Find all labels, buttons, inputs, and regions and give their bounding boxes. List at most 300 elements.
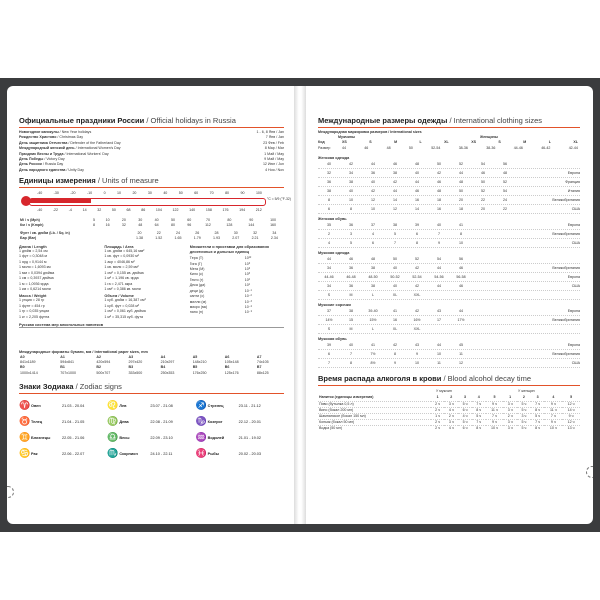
alcohol-col-head: 4 bbox=[477, 395, 480, 400]
celsius-tick: 30 bbox=[147, 191, 152, 196]
clothing-value: 4 bbox=[372, 231, 374, 236]
clothing-value: 22 bbox=[503, 206, 507, 211]
alcohol-men-label: У мужчин bbox=[436, 389, 452, 394]
prefix-item bbox=[190, 310, 284, 315]
area-item: 1 м² = 1,196 кв. ярда bbox=[104, 276, 139, 281]
clothing-value: 43 bbox=[415, 342, 419, 347]
holiday-date: 1 Май / May bbox=[264, 151, 284, 156]
unit-value: 64 bbox=[154, 223, 159, 228]
zodiac-heading bbox=[19, 382, 284, 393]
clothing-value: 39 bbox=[327, 342, 331, 347]
clothing-value: 48 bbox=[415, 161, 419, 166]
size-code: L bbox=[548, 140, 551, 145]
clothing-values bbox=[318, 284, 518, 289]
temp-formula: °C = 5/9 (°F-32) bbox=[267, 197, 291, 202]
alcohol-time: 10 ч bbox=[491, 426, 498, 431]
fahrenheit-tick: 122 bbox=[172, 208, 179, 213]
holiday-name-ru: День народного единства bbox=[19, 167, 66, 172]
prefix-value: 10⁹ bbox=[244, 261, 251, 266]
zodiac-name: Рак bbox=[31, 451, 38, 456]
clothing-category-title: Мужская одежда bbox=[318, 251, 350, 256]
size-number: 48 bbox=[386, 146, 391, 151]
clothing-country: Европа bbox=[567, 170, 580, 175]
clothing-value: 34 bbox=[327, 283, 331, 288]
alcohol-time: 5 ч bbox=[462, 401, 468, 406]
clothing-value: 42 bbox=[437, 170, 441, 175]
alcohol-time: 5 ч bbox=[462, 420, 468, 425]
clothing-value: 52-54 bbox=[412, 274, 422, 279]
clothing-value: 56 bbox=[503, 161, 507, 166]
celsius-scale bbox=[37, 191, 262, 196]
unit-value: 80 bbox=[170, 223, 175, 228]
alcohol-drink: Пиво (бутылка 0,5 л) bbox=[319, 401, 354, 406]
celsius-tick: -10 bbox=[86, 191, 93, 196]
paper-cell: 1000x1414 bbox=[20, 370, 38, 375]
unit-value: 2.21 bbox=[251, 235, 259, 240]
zodiac-icon: ♏ bbox=[107, 448, 119, 459]
paper-cell: B0 bbox=[20, 365, 25, 370]
alcohol-time: 3 ч bbox=[507, 420, 513, 425]
zodiac-dates: 22.09 - 23.10 bbox=[150, 435, 173, 440]
alcohol-time: 11 ч bbox=[491, 407, 498, 412]
zodiac-sign bbox=[107, 448, 195, 460]
clothing-country: Франция bbox=[565, 179, 580, 184]
zodiac-dates: 21.04 - 21.05 bbox=[62, 419, 85, 424]
unit-row bbox=[19, 223, 284, 228]
clothing-value: 50 bbox=[437, 161, 441, 166]
holiday-date: 4 Ноя / Nov bbox=[265, 167, 284, 172]
length-item: 1 миля = 1,6093 км bbox=[19, 265, 51, 270]
clothing-value: 9 bbox=[416, 351, 418, 356]
alcohol-women-label: У женщин bbox=[518, 389, 535, 394]
clothing-value: 48 bbox=[503, 170, 507, 175]
clothing-value: 5 bbox=[394, 231, 396, 236]
clothing-value: 43 bbox=[437, 308, 441, 313]
area-item: 1 га = 2,471 акра bbox=[104, 281, 133, 286]
size-number: 44 bbox=[342, 146, 346, 151]
prefix-name: Мега (М) bbox=[189, 267, 205, 272]
clothing-country: Европа bbox=[567, 308, 580, 313]
unit-value: 128 bbox=[226, 223, 233, 228]
alcohol-time: 9 ч bbox=[568, 414, 574, 419]
zodiac-dates: 21.03 - 20.04 bbox=[62, 403, 85, 408]
zodiac-icon: ♌ bbox=[107, 400, 119, 411]
clothing-value: 16 bbox=[415, 197, 419, 202]
alcohol-header-label: Напиток (единицы измерения) bbox=[319, 395, 374, 400]
paper-cell: 841x1189 bbox=[20, 360, 36, 365]
zodiac-name: Рыбы bbox=[207, 451, 220, 456]
holiday-sep: / bbox=[74, 146, 78, 151]
clothing-row bbox=[318, 205, 580, 214]
paper-cell: B4 bbox=[160, 365, 166, 370]
size-number: 52-54 bbox=[431, 146, 441, 151]
clothing-country: Великобритания bbox=[552, 197, 580, 202]
clothing-row bbox=[318, 196, 580, 205]
alcohol-time: 2 ч bbox=[448, 414, 454, 419]
clothing-country: Великобритания bbox=[552, 351, 580, 356]
celsius-tick: -40 bbox=[37, 191, 43, 196]
alcohol-time: 5 ч bbox=[521, 426, 527, 431]
alcohol-time: 5 ч bbox=[521, 420, 527, 425]
alcohol-time: 2 ч bbox=[435, 401, 441, 406]
zodiac-icon: ♋ bbox=[19, 448, 31, 459]
clothing-value: 36 bbox=[349, 265, 353, 270]
alcohol-col-head: 1 bbox=[436, 395, 439, 400]
zodiac-grid bbox=[19, 400, 284, 460]
alcohol-drink: Шампанское (бокал 150 мл) bbox=[319, 414, 366, 419]
clothing-value: 24 bbox=[503, 197, 507, 202]
clothing-value bbox=[428, 293, 450, 298]
clothing-value: 17 bbox=[437, 317, 441, 322]
unit-value: 1.79 bbox=[193, 235, 201, 240]
holiday-name-ru: Праздник Весны и Труда bbox=[19, 151, 64, 156]
zodiac-name: Скорпион bbox=[119, 451, 138, 456]
prefix-name: Тера (Т) bbox=[189, 256, 204, 261]
clothing-value: 46 bbox=[393, 161, 397, 166]
clothing-value: 42 bbox=[393, 342, 397, 347]
clothing-value: 40 bbox=[371, 179, 375, 184]
clothing-value: 38 bbox=[393, 222, 397, 227]
clothing-value bbox=[450, 293, 472, 298]
clothing-value: 20 bbox=[481, 206, 485, 211]
holiday-name-ru: День Победы bbox=[19, 157, 44, 162]
zodiac-sign bbox=[19, 400, 107, 412]
celsius-tick: 50 bbox=[178, 191, 183, 196]
celsius-tick: 100 bbox=[255, 191, 262, 196]
paper-cell: 176x250 bbox=[192, 370, 207, 375]
clothing-value: 6 bbox=[328, 206, 330, 211]
paper-cell: B6 bbox=[224, 365, 230, 370]
clothing-value: 52 bbox=[481, 188, 485, 193]
clothing-country: Италия bbox=[567, 188, 580, 193]
clothing-country: Великобритания bbox=[552, 265, 580, 270]
area-item: 1 см² = 0,155 кв. дюйма bbox=[104, 270, 144, 275]
alcohol-time: 7 ч bbox=[535, 420, 541, 425]
unit-value: 1.93 bbox=[213, 235, 221, 240]
paper-cell: 500x707 bbox=[96, 370, 111, 375]
clothing-row bbox=[318, 239, 580, 248]
clothing-value: 4 bbox=[328, 240, 330, 245]
holiday-name-ru: Новогодние каникулы bbox=[19, 130, 59, 134]
clothing-value: 10 bbox=[415, 360, 419, 365]
paper-cell: 210x297 bbox=[160, 360, 175, 365]
prefix-name: нано (н) bbox=[189, 310, 204, 315]
prefix-name: Кило (к) bbox=[189, 272, 203, 277]
speed-table bbox=[19, 218, 284, 228]
alcohol-time: 5 ч bbox=[535, 414, 541, 419]
alcohol-time: 7 ч bbox=[492, 414, 497, 419]
clothing-values bbox=[318, 257, 518, 262]
length-heading: Длина / Length bbox=[19, 245, 47, 250]
length-item: 1 дюйм = 2,54 см bbox=[19, 249, 48, 254]
paper-cell: 74x105 bbox=[256, 360, 269, 365]
alcohol-col-head: 3 bbox=[464, 395, 467, 400]
clothing-value: 40 bbox=[349, 188, 353, 193]
clothing-values bbox=[318, 162, 518, 167]
size-code: XL bbox=[573, 140, 578, 145]
zodiac-icon: ♑ bbox=[195, 416, 207, 427]
volume-item: 1 м³ = 35,315 куб. фута bbox=[104, 314, 143, 319]
alcohol-time: 11 ч bbox=[550, 407, 557, 412]
size-code: XL bbox=[444, 140, 449, 145]
clothing-value: 10 bbox=[437, 351, 441, 356]
zodiac-icon: ♈ bbox=[19, 400, 31, 411]
area-item: 1 кв. фут = 0,0930 м² bbox=[104, 254, 139, 259]
clothing-value: 12 bbox=[393, 206, 397, 211]
celsius-tick: 10 bbox=[117, 191, 121, 196]
clothing-value: 52 bbox=[459, 161, 463, 166]
zodiac-title-ru: Знаки Зодиака bbox=[19, 381, 74, 391]
unit-value: 30 bbox=[233, 230, 238, 235]
clothing-country: США bbox=[571, 360, 580, 365]
clothing-value: 9 bbox=[394, 360, 396, 365]
clothing-value: 38 bbox=[327, 188, 331, 193]
zodiac-sign bbox=[19, 416, 107, 428]
book-gutter bbox=[294, 86, 306, 524]
clothing-value: 41 bbox=[371, 342, 375, 347]
clothing-row bbox=[318, 282, 580, 291]
zodiac-icon: ♓ bbox=[195, 448, 207, 459]
clothing-value: 44 bbox=[371, 161, 375, 166]
alcohol-title-en: / Blood alcohol decay time bbox=[443, 374, 532, 384]
clothing-value: 7½ bbox=[370, 351, 376, 356]
unit-value: 160 bbox=[270, 223, 277, 228]
fahrenheit-tick: 176 bbox=[222, 208, 229, 213]
holiday-name-en: Unity Day bbox=[68, 167, 84, 172]
prefix-value: 10³ bbox=[244, 272, 250, 277]
zodiac-sign bbox=[196, 416, 284, 428]
clothing-value: 42 bbox=[415, 283, 419, 288]
clothing-value: 50-52 bbox=[390, 274, 400, 279]
fahrenheit-tick: 104 bbox=[155, 208, 162, 213]
clothing-row bbox=[318, 307, 580, 316]
alcohol-time: 12 ч bbox=[567, 401, 575, 406]
holiday-name-en: International Workers' Day bbox=[66, 151, 109, 156]
holiday-name-en: Defender of the Fatherland Day bbox=[70, 140, 121, 145]
alcohol-time: 9 ч bbox=[550, 401, 556, 406]
clothing-value: 8 bbox=[416, 240, 418, 245]
holiday-row bbox=[19, 168, 284, 173]
alcohol-time: 10 ч bbox=[549, 426, 557, 431]
zodiac-sign bbox=[107, 432, 195, 444]
fahrenheit-tick: 14 bbox=[82, 208, 87, 213]
clothing-value: 46 bbox=[459, 283, 463, 288]
clothing-value: 41 bbox=[393, 308, 397, 313]
zodiac-name: Близнецы bbox=[31, 435, 51, 440]
zodiac-icon: ♒ bbox=[195, 432, 207, 443]
unit-value: 10 bbox=[105, 218, 110, 223]
fahrenheit-tick: 212 bbox=[255, 208, 262, 213]
clothing-value: 48 bbox=[371, 256, 375, 261]
zodiac-icon: ♍ bbox=[107, 416, 119, 427]
alcohol-time: 4 ч bbox=[462, 414, 468, 419]
alcohol-time: 7 ч bbox=[535, 401, 541, 406]
clothing-value: 11 bbox=[459, 351, 463, 356]
celsius-tick: 80 bbox=[225, 191, 230, 196]
unit-value: 112 bbox=[205, 223, 211, 228]
size-code: L bbox=[419, 140, 422, 145]
alcohol-time: 2 ч bbox=[435, 407, 441, 412]
alcohol-time: 8 ч bbox=[535, 407, 541, 412]
alcohol-time: 9 ч bbox=[492, 401, 497, 406]
holiday-name bbox=[19, 168, 84, 173]
clothing-values bbox=[318, 171, 518, 176]
alcohol-time: 5 ч bbox=[521, 407, 527, 412]
alcohol-col-head: 2 bbox=[522, 395, 525, 400]
size-code: XS bbox=[342, 140, 347, 145]
clothing-values bbox=[318, 232, 518, 237]
holiday-name-ru: День защитника Отечества bbox=[19, 140, 68, 145]
unit-value: 24 bbox=[176, 230, 180, 235]
clothing-value: 46-48 bbox=[346, 274, 356, 279]
area-item: 1 кв. дюйм = 645,16 мм² bbox=[104, 249, 145, 254]
zodiac-dates: 23.07 - 21.08 bbox=[150, 403, 173, 408]
clothing-value: 45 bbox=[459, 342, 463, 347]
alcohol-time: 3 ч bbox=[507, 407, 513, 412]
clothing-category-title: Женская одежда bbox=[318, 156, 350, 161]
clothing-value: 38 bbox=[371, 265, 375, 270]
zodiac-icon: ♊ bbox=[19, 432, 31, 443]
clothing-values bbox=[318, 361, 518, 366]
clothing-value: 39 bbox=[415, 222, 419, 227]
clothing-values bbox=[318, 207, 518, 212]
units-title-ru: Единицы измерения bbox=[19, 176, 96, 186]
fahrenheit-tick: -22 bbox=[52, 208, 59, 213]
clothing-value: 54 bbox=[437, 256, 441, 261]
paper-cell: A5 bbox=[192, 354, 198, 359]
area-item: 1 км² = 0,386 кв. мили bbox=[104, 286, 141, 291]
alcohol-rule bbox=[318, 385, 580, 386]
clothing-title-en: / International clothing sizes bbox=[449, 116, 543, 125]
clothing-value: 38 bbox=[349, 308, 353, 313]
clothing-value: 2 bbox=[328, 231, 330, 236]
prefix-value: 10⁻³ bbox=[244, 299, 252, 304]
celsius-tick: -20 bbox=[70, 191, 76, 196]
clothing-value: 44 bbox=[393, 188, 397, 193]
pressure-table bbox=[19, 231, 284, 241]
clothing-value: XL bbox=[392, 292, 398, 297]
clothing-value: 48 bbox=[437, 188, 441, 193]
prefix-name: санти (с) bbox=[189, 294, 205, 299]
paper-cell: 250x353 bbox=[160, 370, 175, 375]
length-item: 1 мм = 0,0394 дюйма bbox=[19, 270, 55, 275]
unit-value: 20 bbox=[137, 230, 142, 235]
clothing-country: Великобритания bbox=[552, 317, 580, 322]
clothing-value: 8 bbox=[328, 197, 330, 202]
paper-cell: B3 bbox=[128, 365, 134, 370]
clothing-row bbox=[318, 291, 580, 300]
alcohol-time: 9 ч bbox=[550, 420, 556, 425]
clothing-value: 36 bbox=[327, 179, 331, 184]
unit-value: 32 bbox=[121, 223, 126, 228]
size-code: XS bbox=[471, 140, 476, 145]
clothing-row bbox=[318, 169, 580, 178]
holidays-title-en: / Official holidays in Russia bbox=[146, 116, 236, 125]
holidays-heading bbox=[19, 116, 284, 127]
zodiac-dates: 23.11 - 21.12 bbox=[238, 403, 261, 408]
size-number: 46-42 bbox=[541, 146, 551, 151]
holiday-date: 1 - 6, 8 Янв / Jan bbox=[256, 130, 284, 134]
size-number: 38-36 bbox=[486, 146, 496, 151]
code-row bbox=[342, 140, 578, 145]
clothing-subtitle: Международная маркировка размеров / International sizes bbox=[318, 130, 422, 134]
alcohol-time: 7 ч bbox=[550, 414, 556, 419]
alcohol-gender-row bbox=[318, 389, 580, 395]
clothing-value: 32 bbox=[327, 170, 331, 175]
clothing-value: 36 bbox=[371, 170, 375, 175]
clothing-value: L bbox=[372, 326, 374, 331]
holiday-sep: / bbox=[41, 162, 45, 167]
alcohol-col-head: 2 bbox=[450, 395, 453, 400]
zodiac-name: Телец bbox=[31, 419, 43, 424]
holiday-name-en: Victory Day bbox=[46, 157, 65, 162]
prefix-name: деци (д) bbox=[189, 288, 204, 293]
code-label: Код bbox=[318, 140, 325, 145]
clothing-row bbox=[318, 221, 580, 230]
alcohol-time: 3 ч bbox=[448, 401, 454, 406]
clothing-value: 46 bbox=[459, 265, 463, 270]
length-item: 1 м = 1,0936 ярда bbox=[19, 281, 49, 286]
thermometer-fill bbox=[29, 199, 91, 203]
paper-cell: 353x500 bbox=[128, 370, 143, 375]
clothing-value: 6 bbox=[416, 231, 418, 236]
alcohol-col-head: 4 bbox=[552, 395, 555, 400]
prefix-name: Гекто (г) bbox=[189, 277, 204, 282]
volume-item: 1 см³ = 0,061 куб. дюйма bbox=[104, 309, 146, 314]
conversion-block bbox=[19, 245, 284, 320]
clothing-value: 7 bbox=[328, 360, 330, 365]
clothing-value: 52 bbox=[503, 179, 507, 184]
alcohol-time: 2 ч bbox=[507, 414, 513, 419]
clothing-value: 50 bbox=[459, 188, 463, 193]
zodiac-name: Лев bbox=[119, 403, 127, 408]
clothing-row bbox=[318, 316, 580, 325]
clothing-value: 44 bbox=[437, 265, 441, 270]
alcohol-drink: Вино (бокал 200 мл) bbox=[319, 407, 354, 412]
celsius-tick: 90 bbox=[240, 191, 245, 196]
clothing-value: 8 bbox=[460, 231, 462, 236]
clothing-value: 44-46 bbox=[324, 274, 334, 279]
alcohol-time: 9 ч bbox=[492, 420, 497, 425]
unit-value: 30 bbox=[138, 218, 143, 223]
size-number: 42-44 bbox=[568, 146, 578, 151]
size-code: M bbox=[523, 140, 527, 145]
clothing-value: 50 bbox=[393, 256, 397, 261]
prefix-value: 10⁻⁶ bbox=[244, 304, 253, 309]
alcohol-time: 14 ч bbox=[567, 407, 575, 412]
zodiac-dates: 20.02 - 20.03 bbox=[238, 451, 262, 456]
alcohol-time: 4 ч bbox=[448, 407, 454, 412]
clothing-value bbox=[450, 327, 472, 332]
alcohol-time: 2 ч bbox=[435, 426, 441, 431]
clothing-value: 7 bbox=[394, 240, 396, 245]
holiday-name-en: International Women's Day bbox=[77, 146, 121, 151]
holiday-sep: / bbox=[56, 135, 60, 140]
paper-row bbox=[19, 371, 284, 376]
clothing-value: 11 bbox=[437, 360, 441, 365]
clothing-value: L bbox=[372, 292, 374, 297]
paper-cell: 88x125 bbox=[256, 370, 269, 375]
clothing-value: S bbox=[327, 326, 331, 331]
clothing-value: 40 bbox=[415, 170, 419, 175]
clothing-value: 46 bbox=[349, 256, 353, 261]
fahrenheit-tick: -4 bbox=[68, 208, 72, 213]
clothing-value: 46 bbox=[415, 188, 419, 193]
clothing-row bbox=[318, 160, 580, 169]
alcohol-time: 1 ч bbox=[435, 414, 441, 419]
clothing-values bbox=[318, 343, 518, 348]
clothing-values bbox=[318, 266, 518, 271]
